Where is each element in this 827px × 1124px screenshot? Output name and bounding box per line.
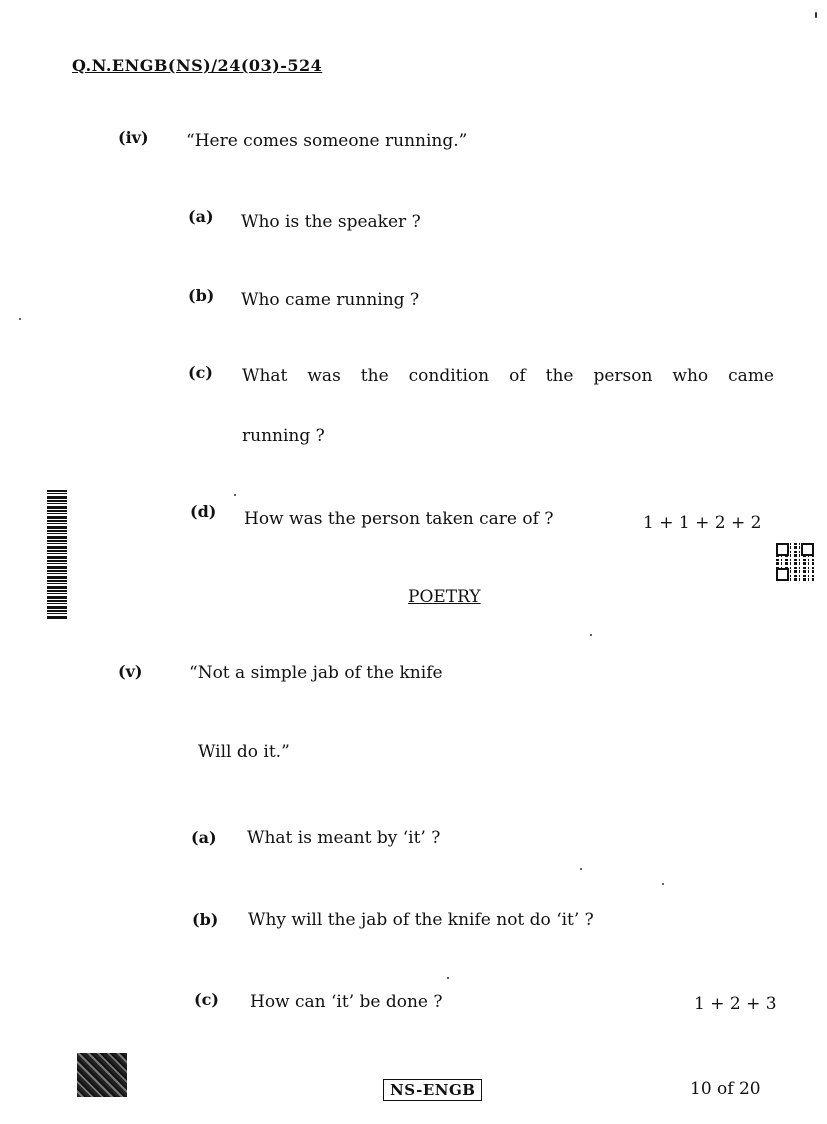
subquestion-label: (c) [188,363,213,382]
poem-line: “Not a simple jab of the knife [189,663,443,683]
marks-allocation: 1 + 1 + 2 + 2 [643,513,762,533]
subquestion-label: (b) [192,910,219,929]
scan-speck [580,868,582,870]
scan-speck [815,12,817,18]
subquestion-text-continued: running ? [242,426,325,446]
subquestion-text: Who came running ? [241,290,420,310]
subquestion-text: What was the condition of the person who came [242,366,774,386]
qr-corner-icon [801,543,814,556]
section-heading: POETRY [408,587,481,607]
subquestion-label: (b) [188,286,215,305]
marks-allocation: 1 + 2 + 3 [694,994,777,1014]
question-quote-iv: “Here comes someone running.” [186,131,468,151]
qr-corner-icon [776,568,789,581]
subquestion-label: (d) [190,502,217,521]
paper-code: Q.N.ENGB(NS)/24(03)-524 [72,56,323,75]
subquestion-text: How was the person taken care of ? [244,509,554,529]
scan-speck [590,634,592,636]
subquestion-text: Who is the speaker ? [241,212,421,232]
footer-paper-code: NS-ENGB [383,1079,482,1101]
scan-speck [234,494,236,496]
page-number: 10 of 20 [690,1079,761,1099]
subquestion-label: (a) [191,828,217,847]
scan-speck [447,977,449,979]
subquestion-text: How can ‘it’ be done ? [250,992,443,1012]
subquestion-label: (a) [188,207,214,226]
barcode-icon [47,490,67,620]
poem-line: Will do it.” [198,742,290,762]
scan-speck [19,318,21,320]
qr-corner-icon [776,543,789,556]
scan-speck [662,883,664,885]
subquestion-label: (c) [194,990,219,1009]
subquestion-text: Why will the jab of the knife not do ‘it’ ? [248,910,594,930]
subquestion-text: What is meant by ‘it’ ? [247,828,441,848]
question-number-v: (v) [118,662,143,681]
question-number-iv: (iv) [118,128,149,147]
scan-stamp-icon [77,1053,127,1097]
